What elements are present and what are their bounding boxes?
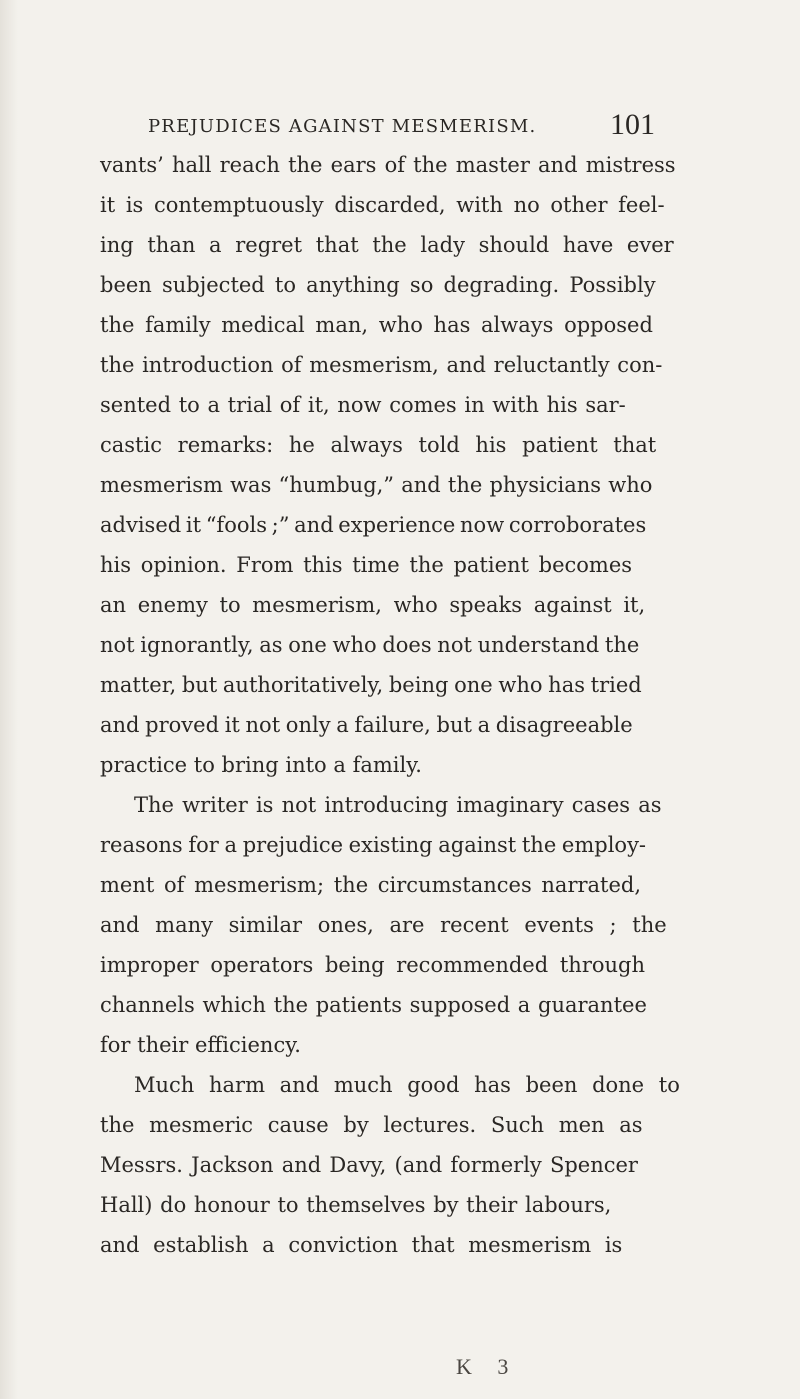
text-line: his opinion. From this time the patient becomes xyxy=(100,553,633,577)
text-line: and proved it not only a failure, but a disagreeable xyxy=(100,713,633,737)
text-line: the introduction of mesmerism, and reluctantly con- xyxy=(100,353,663,377)
text-line: an enemy to mesmerism, who speaks against it, xyxy=(100,593,646,617)
text-line: the family medical man, who has always opposed xyxy=(100,313,653,337)
text-line: matter, but authoritatively, being one who has tried xyxy=(100,673,642,697)
text-line: for their efficiency. xyxy=(100,1033,301,1057)
page-number: 101 xyxy=(610,108,655,141)
text-line: practice to bring into a family. xyxy=(100,753,422,777)
text-line: mesmerism was “humbug,” and the physicians who xyxy=(100,473,653,497)
text-line: advised it “fools ;” and experience now corroborates xyxy=(100,513,647,537)
text-line: castic remarks: he always told his patient that xyxy=(100,433,657,457)
text-line: sented to a trial of it, now comes in with his sar- xyxy=(100,393,626,417)
text-line: Much harm and much good has been done to xyxy=(134,1073,680,1097)
text-line: ment of mesmerism; the circumstances narrated, xyxy=(100,873,642,897)
text-line: channels which the patients supposed a guarantee xyxy=(100,993,647,1017)
text-line: been subjected to anything so degrading. Possibly xyxy=(100,273,656,297)
text-line: ing than a regret that the lady should have ever xyxy=(100,233,674,257)
text-line: Hall) do honour to themselves by their labours, xyxy=(100,1193,612,1217)
text-line: and establish a conviction that mesmerism is xyxy=(100,1233,623,1257)
text-line: the mesmeric cause by lectures. Such men as xyxy=(100,1113,643,1137)
text-line: improper operators being recommended through xyxy=(100,953,645,977)
text-line: it is contemptuously discarded, with no other feel- xyxy=(100,193,665,217)
page-edge-shadow xyxy=(0,0,18,1399)
running-title: PREJUDICES AGAINST MESMERISM. xyxy=(148,116,537,137)
text-line: Messrs. Jackson and Davy, (and formerly Spencer xyxy=(100,1153,638,1177)
text-line: reasons for a prejudice existing against the employ- xyxy=(100,833,647,857)
text-line: and many similar ones, are recent events ; the xyxy=(100,913,667,937)
signature-mark: K 3 xyxy=(456,1354,519,1379)
body-text xyxy=(100,152,706,1332)
text-line: The writer is not introducing imaginary cases as xyxy=(134,793,662,817)
text-line: vants’ hall reach the ears of the master and mistress xyxy=(100,153,676,177)
text-line: not ignorantly, as one who does not understand the xyxy=(100,633,640,657)
running-head xyxy=(0,108,800,148)
